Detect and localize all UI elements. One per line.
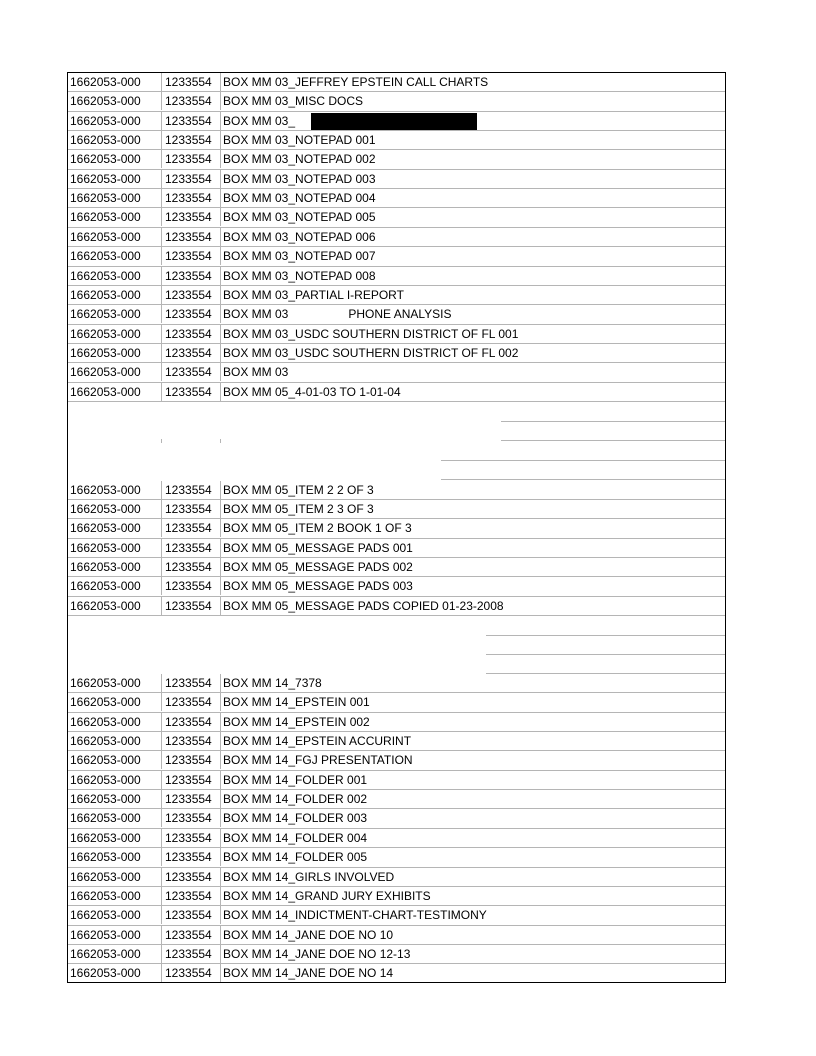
cell-file-number: 1662053-000 [70,113,141,128]
table-row [68,363,725,382]
cell-description: BOX MM 14_GIRLS INVOLVED [220,868,394,886]
table-row [68,693,725,712]
cell-description: BOX MM 14_FOLDER 005 [220,848,367,866]
table-row [68,228,725,247]
table-row [68,500,725,519]
cell-serial-number: 1233554 [161,247,224,265]
cell-file-number: 1662053-000 [70,946,141,961]
cell-description: BOX MM 14_EPSTEIN ACCURINT [220,732,411,750]
cell-serial-number: 1233554 [161,771,224,789]
cell-serial-number: 1233554 [161,170,224,188]
cell-file-number: 1662053-000 [70,966,141,981]
cell-file-number: 1662053-000 [70,94,141,109]
cell-serial-number: 1233554 [161,189,224,207]
table-row [68,383,725,402]
cell-file-number: 1662053-000 [70,171,141,186]
table-row [68,286,725,305]
table-row [68,267,725,286]
cell-serial-number: 1233554 [161,208,224,226]
cell-file-number: 1662053-000 [70,133,141,148]
cell-serial-number: 1233554 [161,558,224,576]
cell-description: BOX MM 03 PHONE ANALYSIS [220,305,452,323]
table-row [68,344,725,363]
cell-serial-number: 1233554 [161,539,224,557]
cell-serial-number: 1233554 [161,887,224,905]
cell-file-number: 1662053-000 [70,521,141,536]
cell-serial-number: 1233554 [161,577,224,595]
cell-serial-number: 1233554 [161,809,224,827]
table-row [68,848,725,867]
cell-description: BOX MM 05_ITEM 2 BOOK 1 OF 3 [220,519,412,537]
cell-file-number: 1662053-000 [70,676,141,690]
table-row [68,208,725,227]
cell-file-number: 1662053-000 [70,888,141,903]
cell-serial-number: 1233554 [161,674,224,692]
cell-description: BOX MM 14_FGJ PRESENTATION [220,751,413,769]
cell-description: BOX MM 03_JEFFREY EPSTEIN CALL CHARTS [220,73,488,91]
cell-file-number: 1662053-000 [70,714,141,729]
table-row [68,713,725,732]
table-row [68,964,725,983]
table-row [68,519,725,538]
cell-serial-number: 1233554 [161,150,224,168]
table-row [68,247,725,266]
cell-serial-number: 1233554 [161,829,224,847]
table-row [68,325,725,344]
cell-description: BOX MM 05_MESSAGE PADS 003 [220,577,413,595]
cell-serial-number: 1233554 [161,481,224,499]
cell-file-number: 1662053-000 [70,850,141,865]
cell-description: BOX MM 05_ITEM 2 3 OF 3 [220,500,374,518]
cell-description: BOX MM 03_NOTEPAD 007 [220,247,376,265]
cell-serial-number: 1233554 [161,325,224,343]
cell-serial-number: 1233554 [161,964,224,982]
table-row [68,92,725,111]
cell-serial-number: 1233554 [161,228,224,246]
cell-file-number: 1662053-000 [70,384,141,399]
cell-description: BOX MM 14_GRAND JURY EXHIBITS [220,887,431,905]
cell-serial-number: 1233554 [161,732,224,750]
cell-description: BOX MM 14_EPSTEIN 002 [220,713,370,731]
table-row [68,481,725,500]
cell-description: BOX MM 14_7378 [220,674,322,692]
cell-file-number: 1662053-000 [70,540,141,555]
cell-serial-number: 1233554 [161,926,224,944]
cell-file-number: 1662053-000 [70,152,141,167]
cell-serial-number: 1233554 [161,906,224,924]
cell-description: BOX MM 14_JANE DOE NO 14 [220,964,393,982]
cell-file-number: 1662053-000 [70,869,141,884]
cell-file-number: 1662053-000 [70,249,141,264]
cell-file-number: 1662053-000 [70,830,141,845]
cell-serial-number: 1233554 [161,693,224,711]
table-row [68,926,725,945]
table-row [68,131,725,150]
table-row [68,577,725,596]
table-row [68,112,725,131]
cell-serial-number: 1233554 [161,383,224,401]
cell-description: BOX MM 14_INDICTMENT-CHART-TESTIMONY [220,906,487,924]
cell-file-number: 1662053-000 [70,345,141,360]
cell-file-number: 1662053-000 [70,598,141,613]
cell-description: BOX MM 03 [220,363,288,381]
table-row [68,170,725,189]
cell-description: BOX MM 03_NOTEPAD 006 [220,228,376,246]
cell-file-number: 1662053-000 [70,482,141,497]
cell-description: BOX MM 14_EPSTEIN 001 [220,693,370,711]
cell-description: BOX MM 05_MESSAGE PADS COPIED 01-23-2008 [220,597,504,615]
cell-serial-number: 1233554 [161,868,224,886]
cell-serial-number: 1233554 [161,92,224,110]
table-row [68,305,725,324]
cell-description: BOX MM 03_MISC DOCS [220,92,363,110]
cell-description: BOX MM 05_MESSAGE PADS 001 [220,539,413,557]
cell-description: BOX MM 03_USDC SOUTHERN DISTRICT OF FL 002 [220,344,518,362]
table-row [68,751,725,770]
cell-file-number: 1662053-000 [70,772,141,787]
table-row [68,558,725,577]
table-row [68,887,725,906]
spreadsheet-table [67,72,726,983]
cell-description: BOX MM 14_FOLDER 001 [220,771,367,789]
cell-file-number: 1662053-000 [70,307,141,322]
cell-description: BOX MM 14_FOLDER 002 [220,790,367,808]
cell-file-number: 1662053-000 [70,753,141,768]
table-row [68,868,725,887]
cell-description: BOX MM 03_NOTEPAD 001 [220,131,376,149]
cell-file-number: 1662053-000 [70,695,141,710]
table-row [68,539,725,558]
cell-description: BOX MM 03_USDC SOUTHERN DISTRICT OF FL 001 [220,325,518,343]
cell-description: BOX MM 03_NOTEPAD 008 [220,267,376,285]
cell-serial-number: 1233554 [161,344,224,362]
cell-file-number: 1662053-000 [70,579,141,594]
cell-file-number: 1662053-000 [70,191,141,206]
cell-serial-number: 1233554 [161,519,224,537]
cell-serial-number: 1233554 [161,713,224,731]
cell-serial-number: 1233554 [161,131,224,149]
cell-description: BOX MM 05_ITEM 2 2 OF 3 [220,481,374,499]
cell-serial-number: 1233554 [161,790,224,808]
redaction-bar [311,113,477,130]
cell-description: BOX MM 05_4-01-03 TO 1-01-04 [220,383,401,401]
cell-serial-number: 1233554 [161,112,224,130]
cell-serial-number: 1233554 [161,286,224,304]
cell-serial-number: 1233554 [161,73,224,91]
blank-region [68,616,725,674]
cell-description: BOX MM 03_NOTEPAD 002 [220,150,376,168]
cell-description: BOX MM 14_FOLDER 004 [220,829,367,847]
cell-serial-number: 1233554 [161,597,224,615]
cell-description: BOX MM 05_MESSAGE PADS 002 [220,558,413,576]
cell-file-number: 1662053-000 [70,811,141,826]
cell-description: BOX MM 14_JANE DOE NO 10 [220,926,393,944]
cell-description: BOX MM 14_FOLDER 003 [220,809,367,827]
cell-serial-number: 1233554 [161,305,224,323]
cell-serial-number: 1233554 [161,500,224,518]
cell-description: BOX MM 03_NOTEPAD 004 [220,189,376,207]
cell-file-number: 1662053-000 [70,792,141,807]
cell-serial-number: 1233554 [161,945,224,963]
cell-description: BOX MM 03_NOTEPAD 005 [220,208,376,226]
table-row [68,674,725,693]
table-row [68,771,725,790]
cell-file-number: 1662053-000 [70,268,141,283]
table-row [68,597,725,616]
table-row [68,732,725,751]
cell-serial-number: 1233554 [161,267,224,285]
cell-file-number: 1662053-000 [70,229,141,244]
cell-file-number: 1662053-000 [70,210,141,225]
table-row [68,189,725,208]
cell-file-number: 1662053-000 [70,501,141,516]
cell-description: BOX MM 03_ [220,112,295,130]
cell-description: BOX MM 14_JANE DOE NO 12-13 [220,945,410,963]
table-row [68,945,725,964]
cell-file-number: 1662053-000 [70,326,141,341]
cell-file-number: 1662053-000 [70,75,141,89]
table-row [68,809,725,828]
cell-serial-number: 1233554 [161,848,224,866]
table-row [68,73,725,92]
table-row [68,906,725,925]
cell-description: BOX MM 03_NOTEPAD 003 [220,170,376,188]
cell-description: BOX MM 03_PARTIAL I-REPORT [220,286,404,304]
cell-file-number: 1662053-000 [70,908,141,923]
cell-file-number: 1662053-000 [70,287,141,302]
cell-file-number: 1662053-000 [70,559,141,574]
blank-region [68,403,725,481]
table-row [68,829,725,848]
cell-serial-number: 1233554 [161,363,224,381]
cell-file-number: 1662053-000 [70,927,141,942]
cell-file-number: 1662053-000 [70,365,141,380]
table-row [68,790,725,809]
table-row [68,150,725,169]
cell-file-number: 1662053-000 [70,734,141,749]
cell-serial-number: 1233554 [161,751,224,769]
